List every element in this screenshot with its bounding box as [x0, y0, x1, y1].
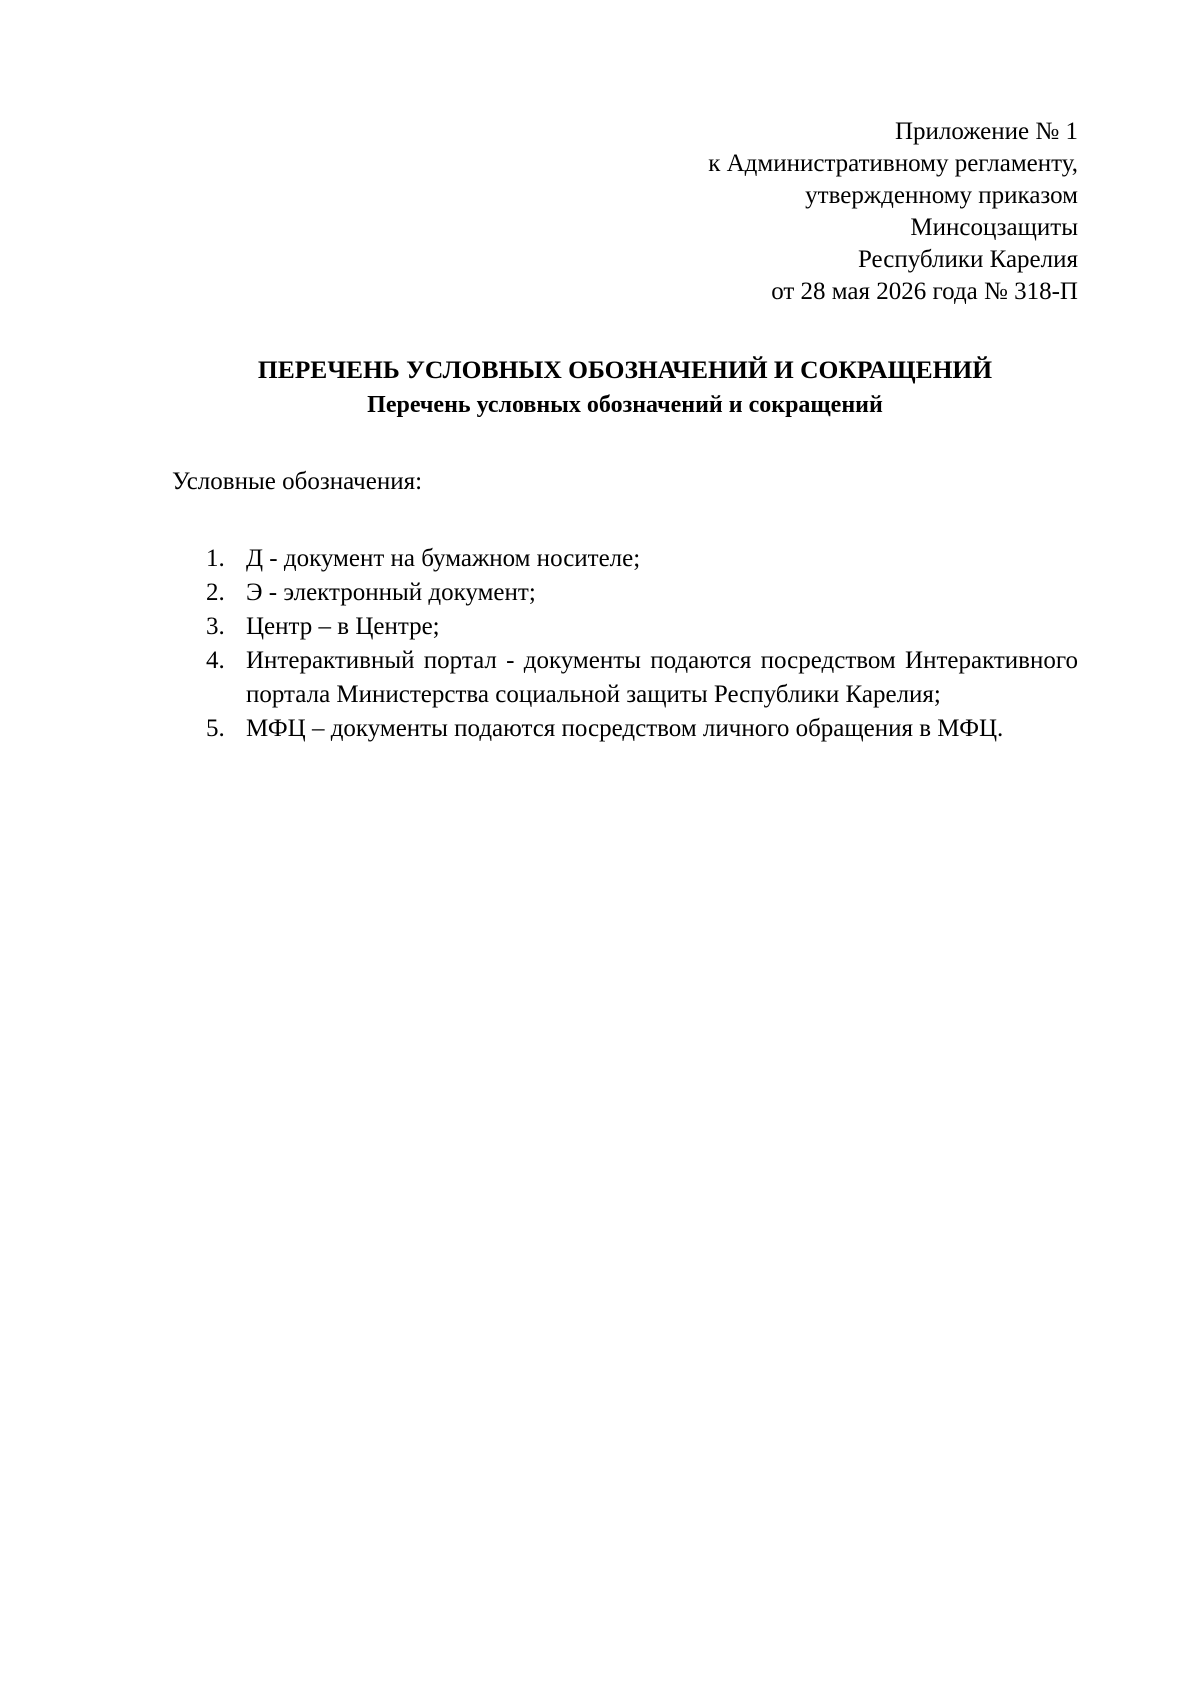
- list-item-number: 3.: [206, 613, 225, 640]
- list-item-text: Интерактивный портал - документы подаются посредством Интерактивного портала Министерства социальной защиты Республики Карелия;: [246, 647, 1078, 708]
- appendix-header: [378, 116, 1078, 308]
- appendix-line: от 28 мая 2026 года № 318-П: [771, 278, 1078, 305]
- list-item-text: МФЦ – документы подаются посредством личного обращения в МФЦ.: [246, 715, 1004, 742]
- list-item: [172, 542, 1078, 576]
- list-item-number: 2.: [206, 579, 225, 606]
- legend-intro: Условные обозначения:: [172, 468, 423, 495]
- appendix-line: Приложение № 1: [894, 118, 1078, 145]
- list-item-text: Центр – в Центре;: [246, 613, 440, 640]
- appendix-line: утвержденному приказом: [805, 182, 1078, 209]
- document-subtitle: Перечень условных обозначений и сокращений: [367, 392, 883, 418]
- list-item-number: 1.: [206, 545, 225, 572]
- title-block: [172, 352, 1078, 422]
- abbreviation-list: [172, 542, 1078, 746]
- list-item-number: 5.: [206, 715, 225, 742]
- list-item-number: 4.: [206, 647, 225, 674]
- list-item: [172, 576, 1078, 610]
- list-item: [172, 712, 1078, 746]
- appendix-line: Республики Карелия: [857, 246, 1078, 273]
- appendix-line: к Административному регламенту,: [708, 150, 1078, 177]
- list-item-text: Д - документ на бумажном носителе;: [246, 545, 641, 572]
- appendix-line: Минсоцзащиты: [910, 214, 1078, 241]
- list-item: [172, 644, 1078, 712]
- document-title: ПЕРЕЧЕНЬ УСЛОВНЫХ ОБОЗНАЧЕНИЙ И СОКРАЩЕНИЙ: [257, 355, 993, 384]
- list-item: [172, 610, 1078, 644]
- list-item-text: Э - электронный документ;: [246, 579, 536, 606]
